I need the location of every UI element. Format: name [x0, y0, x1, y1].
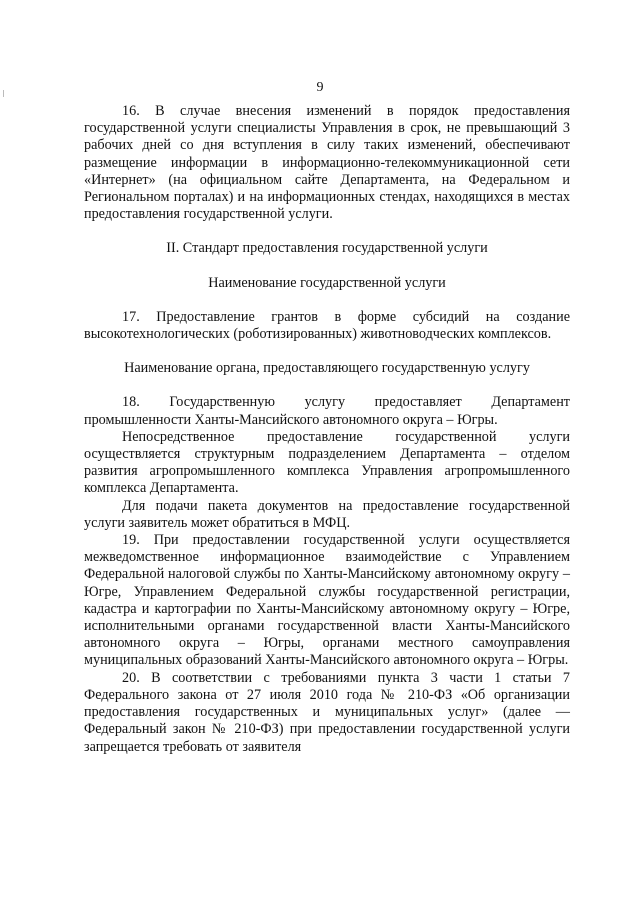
paragraph-17: 17. Предоставление грантов в форме субсидий на создание высокотехнологических (роботизированных) животноводческих комплексов.	[84, 308, 570, 343]
spacer	[84, 377, 570, 394]
paragraph-18-mfc: Для подачи пакета документов на предоставление государственной услуги заявитель может обратиться в МФЦ.	[84, 497, 570, 531]
page-number: 9	[316, 80, 324, 95]
spacer	[84, 292, 570, 309]
paragraph-16: 16. В случае внесения изменений в порядок предоставления государственной услуги специалисты Управления в срок, не превышающий 3 рабочих дней со дня вступления в силу таких изменений, обеспечивают размещение информации в информационно-телекоммуникационной сети «Интернет» (на официальном сайте Департамента, на Федеральном и Региональном порталах) и на информационных стендах, находящихся в местах предоставления государственной услуги.	[84, 103, 570, 223]
spacer	[84, 258, 570, 275]
paragraph-19: 19. При предоставлении государственной услуги осуществляется межведомственное информационное взаимодействие с Управлением Федеральной налоговой службы по Ханты-Мансийскому автономному округу – Югре, Управлением Федеральной службы государственной регистрации, кадастра и картографии по Ханты-Мансийскому автономному округу – Югре, исполнительными органами государственной власти Ханты-Мансийского автономного округа – Югры, органами местного самоуправления муниципальных образований Ханты-Мансийского автономного округа – Югры.	[84, 532, 570, 669]
section-heading-standard: II. Стандарт предоставления государственной услуги	[166, 240, 488, 257]
paragraph-18: 18. Государственную услугу предоставляет Департамент промышленности Ханты-Мансийского автономного округа – Югры.	[84, 394, 570, 428]
spacer	[84, 223, 570, 240]
document-body	[84, 103, 570, 756]
spacer	[84, 343, 570, 360]
subheading-service-name: Наименование государственной услуги	[208, 274, 446, 291]
paragraph-18-direct-provision: Непосредственное предоставление государственной услуги осуществляется структурным подразделением Департамента – отделом развития агропромышленного комплекса Управления агропромышленного комплекса Департамента.	[84, 428, 570, 497]
paragraph-20: 20. В соответствии с требованиями пункта 3 части 1 статьи 7 Федерального закона от 27 июля 2010 года № 210-ФЗ «Об организации предоставления государственных и муниципальных услуг» (далее — Федеральный закон № 210-ФЗ) при предоставлении государственной услуги запрещается требовать от заявителя	[84, 669, 570, 755]
subheading-authority: Наименование органа, предоставляющего государственную услугу	[124, 360, 530, 377]
